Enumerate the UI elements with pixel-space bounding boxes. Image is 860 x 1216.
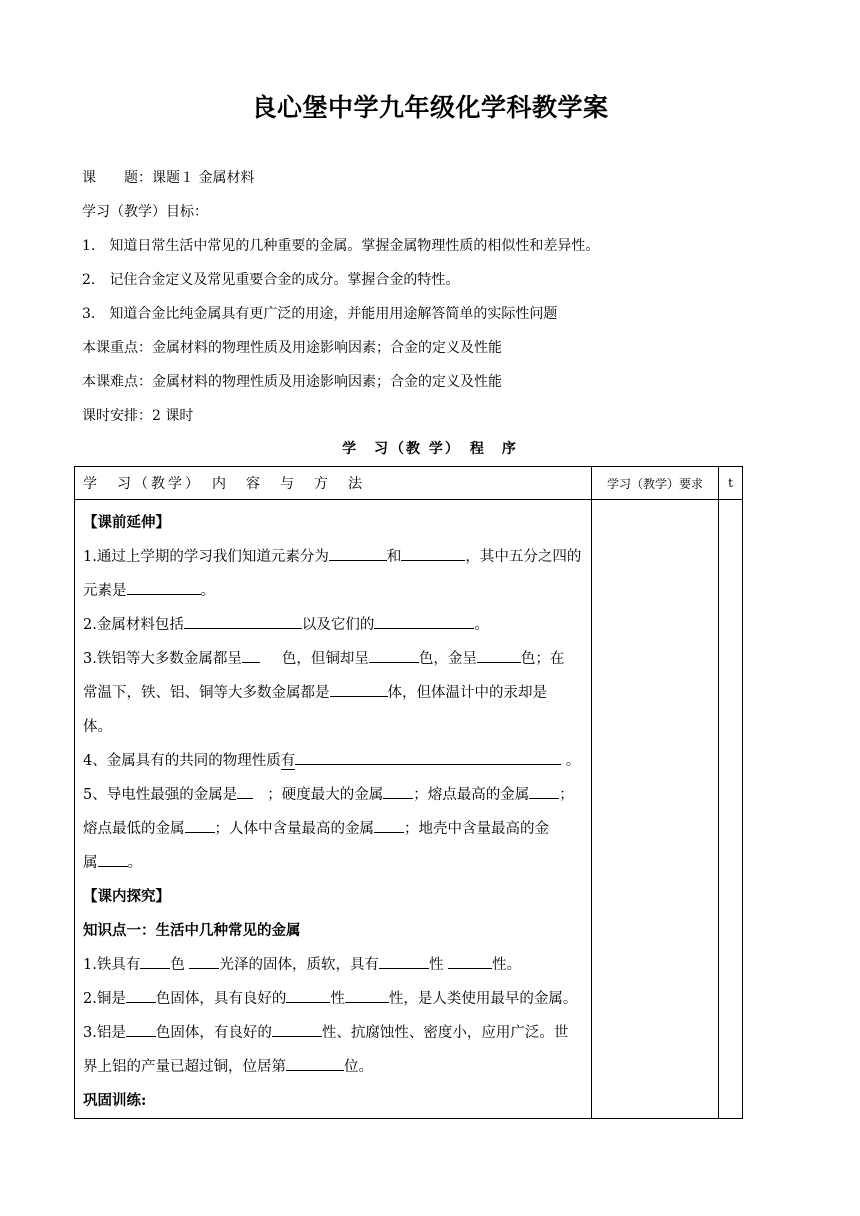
objectives-label: 学习（教学）目标： xyxy=(82,204,208,220)
blank[interactable] xyxy=(401,544,465,561)
blank[interactable] xyxy=(242,646,260,663)
blank[interactable] xyxy=(345,986,389,1003)
knowledge-1: 1.铁具有 色 光泽的固体，质软，具有 性 性。 xyxy=(83,948,583,982)
question-5-line-2: 熔点最低的金属 ；人体中含量最高的金属 ；地壳中含量最高的金 xyxy=(83,812,583,846)
knowledge-3-line-2: 界上铝的产量已超过铜，位居第 位。 xyxy=(83,1050,583,1084)
question-4: 4、金属具有的共同的物理性质有 。 xyxy=(83,744,583,778)
blank[interactable] xyxy=(185,816,215,833)
blank[interactable] xyxy=(330,680,388,697)
question-3-line-1: 3.铁铝等大多数金属都呈 色，但铜却呈 色，金呈 色；在 xyxy=(83,642,583,676)
blank[interactable] xyxy=(184,612,302,629)
pre-class-heading: 【课前延伸】 xyxy=(83,514,170,531)
program-heading: 学 习（教 学） 程 序 xyxy=(342,441,518,457)
question-1-line-1: 1.通过上学期的学习我们知道元素分为 和 ，其中五分之四的 xyxy=(83,540,583,574)
knowledge-point-1-heading: 知识点一：生活中几种常见的金属 xyxy=(83,922,301,939)
question-1-line-2: 元素是 。 xyxy=(83,574,583,608)
header-t: t xyxy=(719,467,743,500)
header-content: 学 习（教学） 内 容 与 方 法 xyxy=(75,467,592,500)
blank[interactable] xyxy=(369,646,419,663)
schedule: 课时安排：2 课时 xyxy=(82,408,194,424)
question-5-line-1: 5、导电性最强的金属是 ；硬度最大的金属 ；熔点最高的金属 ； xyxy=(83,778,583,812)
blank[interactable] xyxy=(374,612,474,629)
knowledge-3-line-1: 3.铝是 色固体，有良好的 性、抗腐蚀性、密度小，应用广泛。世 xyxy=(83,1016,583,1050)
blank[interactable] xyxy=(126,986,156,1003)
blank[interactable] xyxy=(477,646,521,663)
blank[interactable] xyxy=(529,782,559,799)
blank[interactable] xyxy=(286,1054,344,1071)
blank[interactable] xyxy=(374,816,404,833)
blank[interactable] xyxy=(383,782,413,799)
difficult-points: 本课难点：金属材料的物理性质及用途影响因素；合金的定义及性能 xyxy=(82,374,502,390)
blank[interactable] xyxy=(189,952,219,969)
blank[interactable] xyxy=(295,748,561,765)
blank[interactable] xyxy=(98,850,128,867)
objective-2: 2. 记住合金定义及常见重要合金的成分。掌握合金的特性。 xyxy=(82,272,460,288)
knowledge-2: 2.铜是 色固体，具有良好的 性 性，是人类使用最早的金属。 xyxy=(83,982,583,1016)
key-points: 本课重点：金属材料的物理性质及用途影响因素；合金的定义及性能 xyxy=(82,340,502,356)
blank[interactable] xyxy=(140,952,170,969)
consolidate-heading: 巩固训练: xyxy=(83,1092,147,1109)
blank[interactable] xyxy=(126,1020,156,1037)
objective-1: 1. 知道日常生活中常见的几种重要的金属。掌握金属物理性质的相似性和差异性。 xyxy=(82,238,600,254)
question-3-line-3: 体。 xyxy=(83,719,112,735)
answer-underlined: 有 xyxy=(280,753,296,769)
content-cell xyxy=(75,500,592,1119)
in-class-heading: 【课内探究】 xyxy=(83,888,170,905)
question-3-line-2: 常温下，铁、铝、铜等大多数金属都是 体，但体温计中的汞却是 xyxy=(83,676,583,710)
blank[interactable] xyxy=(329,544,387,561)
blank[interactable] xyxy=(379,952,429,969)
program-table xyxy=(74,466,743,1119)
blank[interactable] xyxy=(127,578,201,595)
requirements-cell xyxy=(592,500,719,1119)
blank[interactable] xyxy=(448,952,492,969)
header-requirements: 学习（教学）要求 xyxy=(592,467,719,500)
t-cell xyxy=(719,500,743,1119)
blank[interactable] xyxy=(272,1020,322,1037)
page-title: 良心堡中学九年级化学科教学案 xyxy=(251,93,609,122)
blank[interactable] xyxy=(286,986,330,1003)
question-5-line-3: 属 。 xyxy=(83,846,583,880)
question-2: 2.金属材料包括 以及它们的 。 xyxy=(83,608,583,642)
objective-3: 3. 知道合金比纯金属具有更广泛的用途，并能用用途解答简单的实际性问题 xyxy=(82,306,558,322)
blank[interactable] xyxy=(237,782,253,799)
topic-line: 课 题：课题１ 金属材料 xyxy=(82,170,255,186)
